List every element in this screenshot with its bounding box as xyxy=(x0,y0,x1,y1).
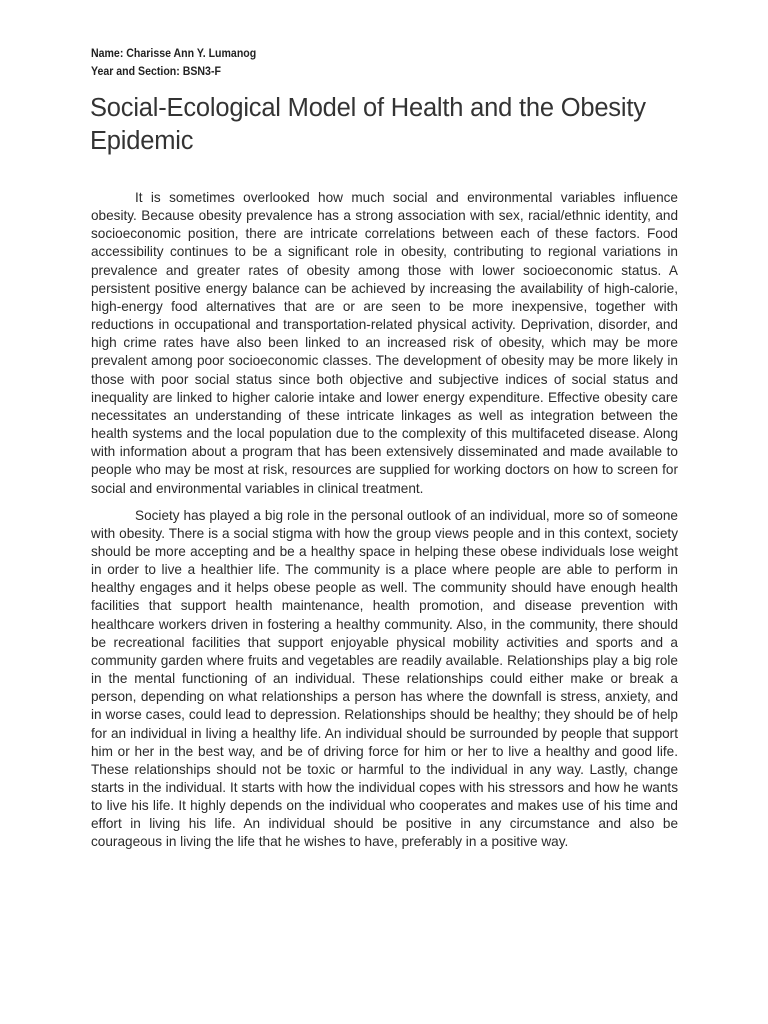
year-and-section: Year and Section: BSN3-F xyxy=(91,66,221,78)
document-title: Social-Ecological Model of Health and the Obesity Epidemic xyxy=(90,94,646,155)
paragraph-1: It is sometimes overlooked how much social and environmental variables influence obesity. Because obesity prevalence has a strong association with sex, racial/ethnic identity, and socioeconomic position, there are intricate correlations between each of these factors. Food accessibility continues to be a significant role in obesity, contributing to regional variations in prevalence and greater rates of obesity among those with lower socioeconomic status. A persistent positive energy balance can be achieved by increasing the availability of high-calorie, high-energy food alternatives that are or are seen to be more inexpensive, together with reductions in occupational and transportation-related physical activity. Deprivation, disorder, and high crime rates have also been linked to an increased risk of obesity, which may be more prevalent among poor socioeconomic classes. The development of obesity may be more likely in those with poor social status since both objective and subjective indices of social status and inequality are linked to higher calorie intake and lower energy expenditure. Effective obesity care necessitates an understanding of these intricate linkages as well as integration between the health systems and the local population due to the complexity of this multifaceted disease. Along with information about a program that has been extensively disseminated and made available to people who may be most at risk, resources are supplied for working doctors on how to screen for social and environmental variables in clinical treatment. xyxy=(91,190,678,496)
student-name: Name: Charisse Ann Y. Lumanog xyxy=(91,48,257,60)
paragraph-2: Society has played a big role in the personal outlook of an individual, more so of someone with obesity. There is a social stigma with how the group views people and in this context, society should be more accepting and be a healthy space in helping these obese individuals lose weight in order to live a healthier life. The community is a place where people are able to perform in healthy engages and it helps obese people as well. The community should have enough health facilities that support health maintenance, health promotion, and disease prevention with healthcare workers driven in fostering a healthy community. Also, in the community, there should be recreational facilities that support enjoyable physical mobility activities and sports and a community garden where fruits and vegetables are readily available. Relationships play a big role in the mental functioning of an individual. These relationships could either make or break a person, depending on what relationships a person has where the downfall is stress, anxiety, and in worse cases, could lead to depression. Relationships should be healthy; they should be of help for an individual in living a healthy life. An individual should be surrounded by people that support him or her in the best way, and be of driving force for him or her to live a healthy and good life. These relationships should not be toxic or harmful to the individual in any way. Lastly, change starts in the individual. It starts with how the individual copes with his stressors and how he wants to live his life. It highly depends on the individual who cooperates and makes use of his time and effort in living his life. An individual should be positive in any circumstance and also be courageous in living the life that he wishes to have, preferably in a positive way. xyxy=(91,507,678,850)
student-info xyxy=(91,45,256,81)
document-body xyxy=(91,189,678,861)
